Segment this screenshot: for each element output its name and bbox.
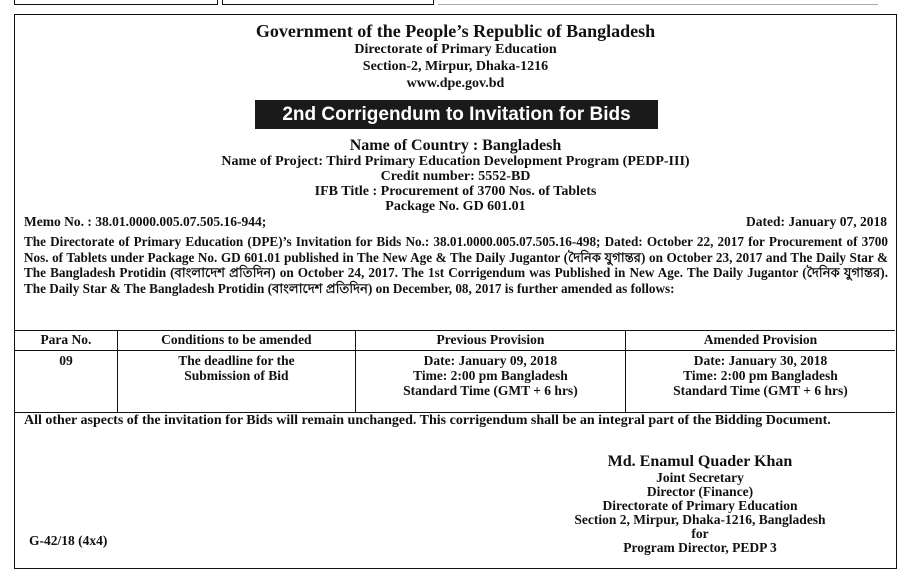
website: www.dpe.gov.bd xyxy=(406,76,505,91)
signatory-address: Section 2, Mirpur, Dhaka-1216, Bangladesh xyxy=(574,512,826,527)
corrigendum-banner: 2nd Corrigendum to Invitation for Bids xyxy=(255,100,658,129)
project-name: Name of Project: Third Primary Education Development Program (PEDP-III) xyxy=(221,154,690,169)
body-paragraph: The Directorate of Primary Education (DPE)’s Invitation for Bids No.: 38.01.0000.005.07.505.16-498; Dated: October 22, 2017 for Procurement of 3700 Nos. of Tablets under Package No. GD 601.01 published in The New Age & The Daily Jugantor (দৈনিক যুগান্তর) on October 23, 2017 and The Daily Star & The Bangladesh Protidin (বাংলাদেশ প্রতিদিন) on October 24, 2017. The 1st Corrigendum was Published in New Age. The Daily Jugantor (দৈনিক যুগান্তর). The Daily Star & The Bangladesh Protidin (বাংলাদেশ প্রতিদিন) on December, 08, 2017 is further amended as follows: xyxy=(24,234,888,296)
signatory-role: Director (Finance) xyxy=(646,484,754,499)
top-divider xyxy=(438,0,878,5)
package-number: Package No. GD 601.01 xyxy=(385,199,526,214)
signatory-program: Program Director, PEDP 3 xyxy=(623,540,777,555)
country-name: Name of Country : Bangladesh xyxy=(349,137,562,154)
top-strip xyxy=(0,0,915,8)
column-header-para-no: Para No. xyxy=(15,331,117,351)
cell-amended-provision xyxy=(625,351,895,413)
cell-line: Time: 2:00 pm Bangladesh xyxy=(413,368,568,383)
amendment-table xyxy=(15,330,895,413)
credit-number: Credit number: 5552-BD xyxy=(380,169,531,184)
memo-number: Memo No. : 38.01.0000.005.07.505.16-944; xyxy=(24,214,267,229)
cell-line: Date: January 09, 2018 xyxy=(423,353,558,368)
directorate-name: Directorate of Primary Education xyxy=(354,42,557,57)
notice-frame xyxy=(14,14,897,569)
cell-line: Time: 2:00 pm Bangladesh xyxy=(683,368,838,383)
column-header-previous: Previous Provision xyxy=(355,331,625,351)
top-divider xyxy=(222,0,434,5)
ifb-title: IFB Title : Procurement of 3700 Nos. of Tablets xyxy=(314,184,597,199)
signatory-name: Md. Enamul Quader Khan xyxy=(607,453,793,470)
directorate-address: Section-2, Mirpur, Dhaka-1216 xyxy=(362,59,549,74)
signatory-organization: Directorate of Primary Education xyxy=(602,498,798,513)
column-header-conditions: Conditions to be amended xyxy=(117,331,355,351)
cell-condition xyxy=(117,351,355,413)
signatory-title: Joint Secretary xyxy=(656,470,744,485)
cell-line: Standard Time (GMT + 6 hrs) xyxy=(403,383,578,398)
cell-line: The deadline for the xyxy=(178,353,295,368)
cell-line: Date: January 30, 2018 xyxy=(693,353,828,368)
table-header-row xyxy=(15,331,895,351)
column-header-amended: Amended Provision xyxy=(625,331,895,351)
memo-date: Dated: January 07, 2018 xyxy=(746,214,887,229)
cell-para-no: 09 xyxy=(15,351,117,413)
cell-line: Submission of Bid xyxy=(184,368,289,383)
closing-paragraph: All other aspects of the invitation for Bids will remain unchanged. This corrigendum shall be an integral part of the Bidding Document. xyxy=(24,413,831,428)
cell-line: Standard Time (GMT + 6 hrs) xyxy=(673,383,848,398)
cell-previous-provision xyxy=(355,351,625,413)
signatory-for: for xyxy=(691,526,709,541)
table-row xyxy=(15,351,895,413)
advertisement-code: G-42/18 (4x4) xyxy=(29,533,108,548)
government-title: Government of the People’s Republic of Bangladesh xyxy=(255,21,656,41)
top-divider xyxy=(14,0,218,5)
